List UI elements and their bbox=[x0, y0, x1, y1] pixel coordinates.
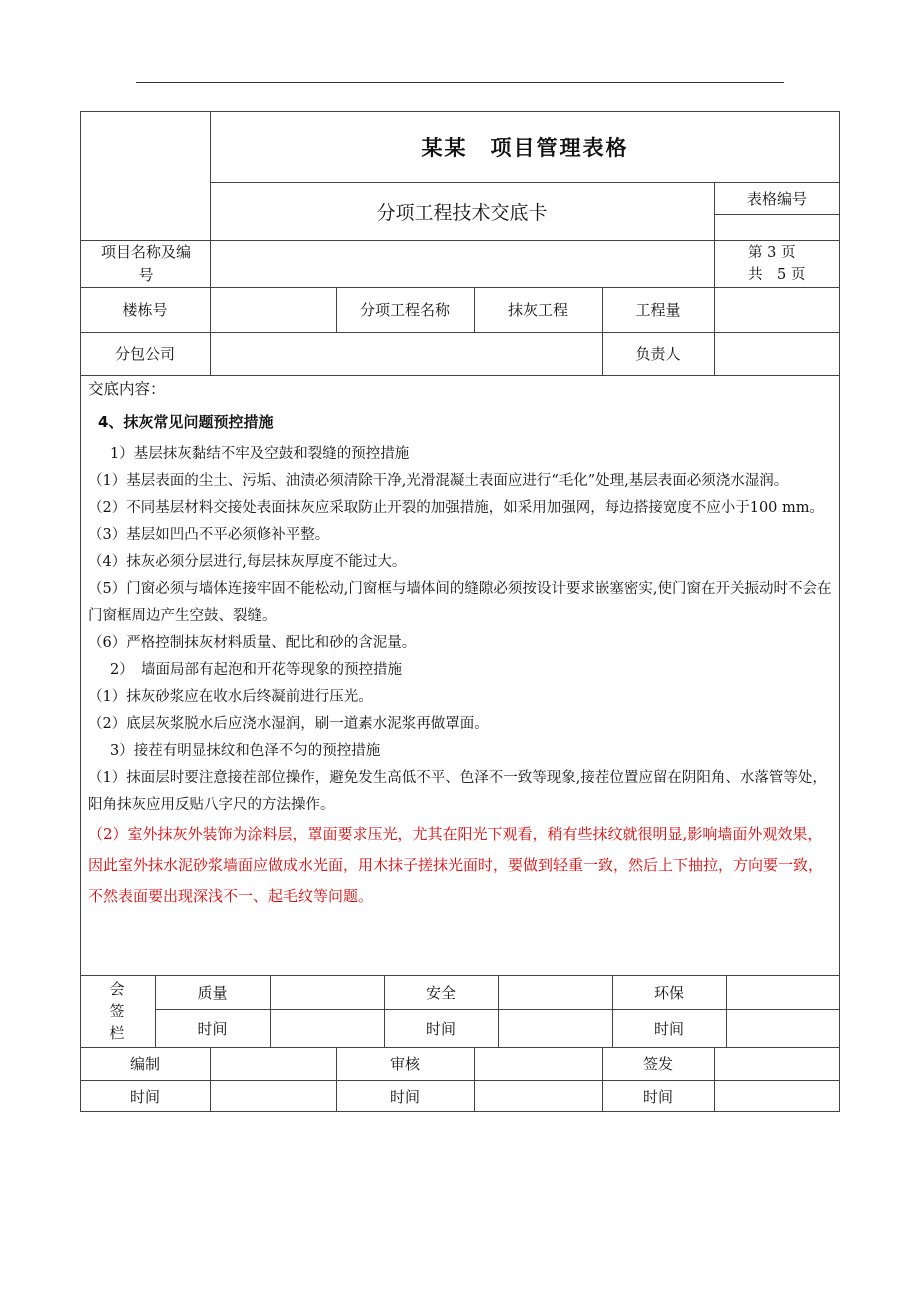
page-current: 第 3 页 bbox=[748, 245, 796, 261]
subcontractor-value[interactable] bbox=[210, 332, 602, 375]
content-intro: 交底内容： bbox=[88, 380, 166, 398]
safety-time-label: 时间 bbox=[425, 1019, 456, 1038]
env-time-value[interactable] bbox=[726, 1009, 840, 1047]
content-line: 2） 墙面局部有起泡和开花等现象的预控措施 bbox=[110, 662, 402, 678]
quality-time-value[interactable] bbox=[270, 1009, 384, 1047]
building-label: 楼栋号 bbox=[122, 301, 168, 319]
form-number-label: 表格编号 bbox=[746, 189, 807, 208]
subitem-label: 分项工程名称 bbox=[359, 301, 450, 319]
prepared-time-label: 时间 bbox=[129, 1087, 160, 1106]
countersign-label: 会签栏 bbox=[109, 980, 125, 1042]
subitem-value[interactable]: 抹灰工程 bbox=[507, 301, 568, 319]
content-line: （2）不同基层材料交接处表面抹灰应采取防止开裂的加强措施，如采用加强网，每边搭接宽度不应小于100 mm。 bbox=[88, 500, 825, 516]
content-line: （1）抹面层时要注意接茬部位操作，避免发生高低不平、色泽不一致等现象,接茬位置应留在阴阳角、水落管等处，阳角抹灰应用反贴八字尺的方法操作。 bbox=[88, 770, 827, 813]
review-label: 审核 bbox=[389, 1055, 420, 1073]
safety-label: 安全 bbox=[425, 983, 456, 1002]
section-heading: 4、抹灰常见问题预控措施 bbox=[98, 413, 274, 431]
content-line: （2）底层灰浆脱水后应浇水湿润，刷一道素水泥浆再做罩面。 bbox=[88, 716, 489, 732]
page-title: 某某 项目管理表格 bbox=[421, 135, 629, 160]
content-line: （5）门窗必须与墙体连接牢固不能松动,门窗框与墙体间的缝隙必须按设计要求嵌塞密实,使门窗在开关振动时不会在门窗框周边产生空鼓、裂缝。 bbox=[88, 581, 832, 624]
content-line: 1）基层抹灰黏结不牢及空鼓和裂缝的预控措施 bbox=[110, 446, 410, 462]
env-label: 环保 bbox=[653, 983, 684, 1002]
safety-time-value[interactable] bbox=[498, 1009, 612, 1047]
content-lines bbox=[88, 441, 834, 912]
quality-time-label: 时间 bbox=[197, 1019, 228, 1038]
prepared-time-value[interactable] bbox=[210, 1080, 336, 1112]
quantity-value[interactable] bbox=[714, 287, 840, 332]
content-line: （1）基层表面的尘土、污垢、油渍必须清除干净,光滑混凝土表面应进行“毛化”处理,基层表面必须浇水湿润。 bbox=[88, 473, 789, 489]
prepared-label: 编制 bbox=[129, 1055, 160, 1073]
content-line: （1）抹灰砂浆应在收水后终凝前进行压光。 bbox=[88, 689, 373, 705]
issue-time-value[interactable] bbox=[714, 1080, 840, 1112]
prepared-signature[interactable] bbox=[210, 1047, 336, 1080]
env-time-label: 时间 bbox=[653, 1019, 684, 1038]
review-time-value[interactable] bbox=[474, 1080, 602, 1112]
project-name-label: 项目名称及编号 bbox=[100, 242, 191, 284]
form-name: 分项工程技术交底卡 bbox=[376, 201, 548, 224]
quality-label: 质量 bbox=[197, 983, 228, 1002]
person-label: 负责人 bbox=[635, 345, 681, 363]
page-total: 共 5 页 bbox=[748, 267, 806, 283]
content-line: （4）抹灰必须分层进行,每层抹灰厚度不能过大。 bbox=[88, 554, 407, 570]
content-line: （3）基层如凹凸不平必须修补平整。 bbox=[88, 527, 330, 543]
content-line: 3）接茬有明显抹纹和色泽不匀的预控措施 bbox=[110, 743, 381, 759]
building-value[interactable] bbox=[210, 287, 336, 332]
person-value[interactable] bbox=[714, 332, 840, 375]
issue-time-label: 时间 bbox=[642, 1087, 673, 1106]
disclosure-content bbox=[88, 376, 834, 912]
page-counter bbox=[714, 240, 840, 287]
safety-signature[interactable] bbox=[498, 975, 612, 1009]
review-time-label: 时间 bbox=[389, 1087, 420, 1106]
env-signature[interactable] bbox=[726, 975, 840, 1009]
review-signature[interactable] bbox=[474, 1047, 602, 1080]
top-rule bbox=[136, 82, 784, 83]
content-line: （6）严格控制抹灰材料质量、配比和砂的含泥量。 bbox=[88, 635, 417, 651]
warning-paragraph: （2）室外抹灰外装饰为涂料层，罩面要求压光，尤其在阳光下观看，稍有些抹纹就很明显,影响墙面外观效果，因此室外抹水泥砂浆墙面应做成水光面，用木抹子搓抹光面时，要做到轻重一致，然后上下抽拉，方向要一致，不然表面要出现深浅不一、起毛纹等问题。 bbox=[88, 825, 824, 905]
quality-signature[interactable] bbox=[270, 975, 384, 1009]
project-name-value[interactable] bbox=[210, 240, 714, 287]
quantity-label: 工程量 bbox=[635, 301, 681, 319]
subcontractor-label: 分包公司 bbox=[114, 345, 175, 363]
issue-label: 签发 bbox=[642, 1055, 673, 1073]
form-number-value[interactable] bbox=[714, 214, 840, 240]
issue-signature[interactable] bbox=[714, 1047, 840, 1080]
